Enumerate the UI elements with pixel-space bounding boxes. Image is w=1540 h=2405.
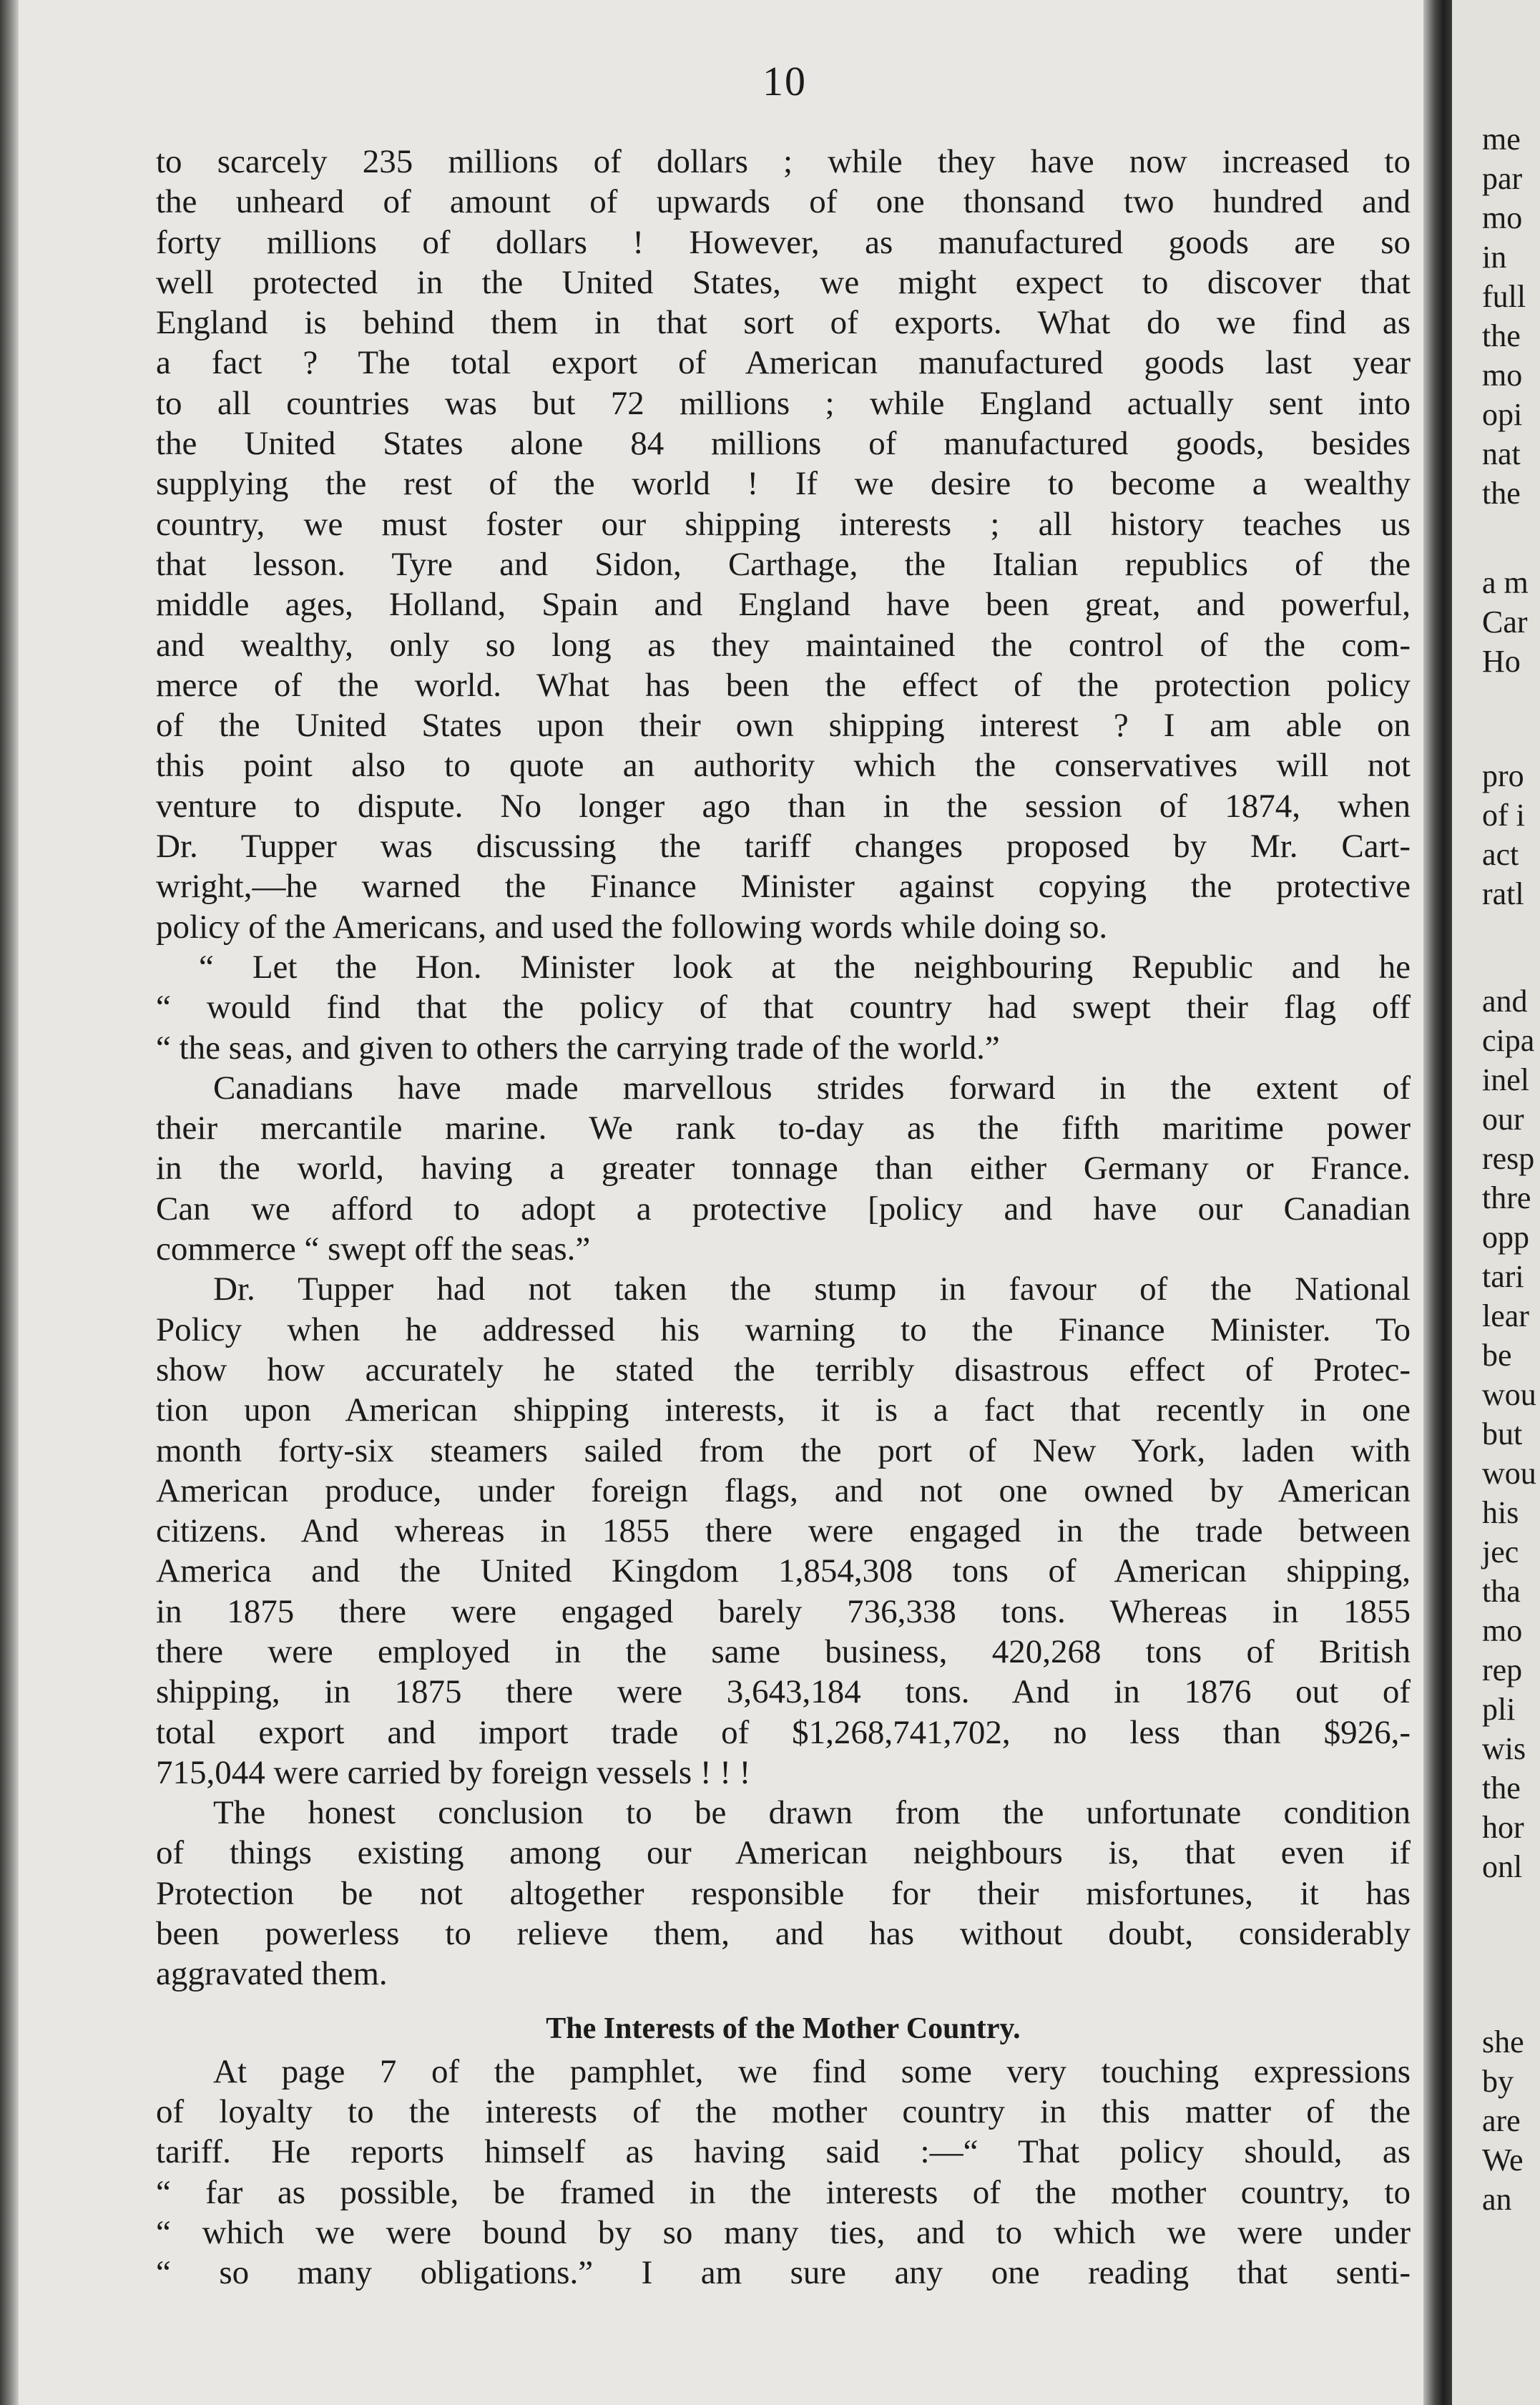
text-line: 715,044 were carried by foreign vessels ! ! ! [156, 1753, 751, 1791]
section-heading: The Interests of the Mother Country. [546, 2012, 1021, 2045]
fragment-text: me [1482, 122, 1521, 157]
fragment-text: jec [1482, 1534, 1519, 1569]
text-line: there were employed in the same business, 420,268 tons of British [156, 1632, 1411, 1670]
text-line: been powerless to relieve them, and has without doubt, considerably [156, 1915, 1411, 1953]
fragment-text: wis [1482, 1731, 1526, 1766]
text-line: America and the United Kingdom 1,854,308 tons of American shipping, [156, 1552, 1411, 1590]
text-line: to all countries was but 72 millions ; while England actually sent into [156, 384, 1411, 422]
fragment-text: opp [1482, 1220, 1529, 1255]
text-line: month forty-six steamers sailed from the port of New York, laden with [156, 1431, 1411, 1469]
fragment-text: full [1482, 279, 1526, 314]
text-line: tariff. He reports himself as having said :—“ That policy should, as [156, 2133, 1411, 2171]
fragment-text: onl [1482, 1849, 1523, 1884]
fragment-text: the [1482, 476, 1521, 511]
text-line: to scarcely 235 millions of dollars ; while they have now increased to [156, 143, 1411, 180]
document-page [19, 0, 1423, 2405]
text-line: in the world, having a greater tonnage than either Germany or France. [156, 1150, 1411, 1187]
text-line: merce of the world. What has been the effect of the protection policy [156, 666, 1411, 704]
body-text [156, 142, 1411, 2293]
fragment-text: his [1482, 1495, 1519, 1530]
text-line: their mercantile marine. We rank to-day as the fifth maritime power [156, 1110, 1411, 1147]
text-line: American produce, under foreign flags, and not one owned by American [156, 1471, 1411, 1509]
text-line: that lesson. Tyre and Sidon, Carthage, the Italian republics of the [156, 545, 1411, 583]
fragment-text: act [1482, 837, 1519, 872]
text-line: “ far as possible, be framed in the interests of the mother country, to [156, 2173, 1411, 2211]
text-line: Can we afford to adopt a protective [policy and have our Canadian [156, 1190, 1411, 1228]
text-line: the United States alone 84 millions of manufactured goods, besides [156, 425, 1411, 463]
fragment-text: resp [1482, 1141, 1535, 1176]
text-line: a fact ? The total export of American manufactured goods last year [156, 344, 1411, 382]
text-line: of loyalty to the interests of the mother country in this matter of the [156, 2092, 1411, 2130]
text-line: forty millions of dollars ! However, as manufactured goods are so [156, 223, 1411, 261]
fragment-text: tha [1482, 1574, 1521, 1609]
fragment-text: in [1482, 240, 1507, 275]
text-line: the unheard of amount of upwards of one thonsand two hundred and [156, 183, 1411, 221]
fragment-text: the [1482, 1770, 1521, 1806]
fragment-text: nat [1482, 436, 1521, 471]
text-line: supplying the rest of the world ! If we desire to become a wealthy [156, 465, 1411, 503]
text-line: The honest conclusion to be drawn from the unfortunate condition [213, 1794, 1411, 1832]
text-line: middle ages, Holland, Spain and England have been great, and powerful, [156, 586, 1411, 624]
fragment-text: Car [1482, 604, 1528, 640]
fragment-text: mo [1482, 200, 1523, 235]
text-line: commerce “ swept off the seas.” [156, 1230, 591, 1268]
text-line: well protected in the United States, we might expect to discover that [156, 263, 1411, 301]
fragment-text: but [1482, 1416, 1523, 1451]
text-line: “ which we were bound by so many ties, and to which we were under [156, 2213, 1411, 2251]
text-line: aggravated them. [156, 1955, 388, 1993]
text-line: in 1875 there were engaged barely 736,338 tons. Whereas in 1855 [156, 1592, 1411, 1630]
fragment-text: thre [1482, 1180, 1531, 1215]
fragment-text: an [1482, 2182, 1512, 2217]
text-line: Canadians have made marvellous strides forward in the extent of [213, 1069, 1411, 1107]
text-line: and wealthy, only so long as they maintained the control of the com- [156, 626, 1411, 664]
fragment-text: wou [1482, 1377, 1536, 1412]
fragment-text: lear [1482, 1298, 1529, 1333]
quote-line: “ the seas, and given to others the carrying trade of the world.” [156, 1029, 1000, 1067]
text-line: venture to dispute. No longer ago than in the session of 1874, when [156, 787, 1411, 825]
book-spine [1423, 0, 1452, 2405]
fragment-text: by [1482, 2064, 1514, 2099]
text-line: total export and import trade of $1,268,741,702, no less than $926,- [156, 1713, 1411, 1751]
text-line: country, we must foster our shipping interests ; all history teaches us [156, 505, 1411, 543]
fragment-text: our [1482, 1102, 1524, 1137]
fragment-text: and [1482, 984, 1528, 1019]
text-line: of the United States upon their own shipping interest ? I am able on [156, 707, 1411, 745]
fragment-text: inel [1482, 1062, 1529, 1097]
text-line: policy of the Americans, and used the following words while doing so. [156, 908, 1108, 946]
text-line: Dr. Tupper was discussing the tariff changes proposed by Mr. Cart- [156, 828, 1411, 866]
fragment-text: Ho [1482, 644, 1521, 679]
text-line: England is behind them in that sort of exports. What do we find as [156, 304, 1411, 342]
text-line: wright,—he warned the Finance Minister against copying the protective [156, 868, 1411, 906]
adjacent-page-fragment [1452, 0, 1540, 2405]
fragment-text: be [1482, 1338, 1512, 1373]
fragment-text: the [1482, 318, 1521, 353]
text-line: citizens. And whereas in 1855 there were engaged in the trade between [156, 1512, 1411, 1550]
fragment-text: are [1482, 2103, 1521, 2138]
fragment-text: pli [1482, 1692, 1516, 1727]
fragment-text: of i [1482, 798, 1525, 833]
text-line: Dr. Tupper had not taken the stump in favour of the National [213, 1270, 1411, 1308]
fragment-text: hor [1482, 1810, 1524, 1845]
fragment-text: rep [1482, 1652, 1523, 1688]
text-line: shipping, in 1875 there were 3,643,184 tons. And in 1876 out of [156, 1673, 1411, 1711]
quote-line: “ would find that the policy of that country had swept their flag off [156, 989, 1411, 1027]
text-line: this point also to quote an authority which the conservatives will not [156, 747, 1411, 785]
page-number: 10 [762, 58, 807, 104]
text-line: At page 7 of the pamphlet, we find some very touching expressions [213, 2052, 1411, 2090]
fragment-text: mo [1482, 1613, 1523, 1648]
text-line: of things existing among our American neighbours is, that even if [156, 1834, 1411, 1872]
fragment-text: ratl [1482, 876, 1524, 911]
text-line: Protection be not altogether responsible for their misfortunes, it has [156, 1874, 1411, 1912]
text-line: “ so many obligations.” I am sure any one reading that senti- [156, 2254, 1411, 2292]
text-line: tion upon American shipping interests, it is a fact that recently in one [156, 1391, 1411, 1429]
fragment-text: wou [1482, 1456, 1536, 1491]
fragment-text: a m [1482, 565, 1529, 600]
text-line: Policy when he addressed his warning to the Finance Minister. To [156, 1311, 1411, 1348]
fragment-text: We [1482, 2142, 1524, 2178]
fragment-text: cipa [1482, 1023, 1535, 1058]
fragment-text: opi [1482, 397, 1523, 432]
quote-line: “ Let the Hon. Minister look at the neighbouring Republic and he [199, 948, 1411, 986]
fragment-text: she [1482, 2024, 1524, 2059]
fragment-text: tari [1482, 1259, 1524, 1294]
left-page-edge [0, 0, 19, 2405]
fragment-text: pro [1482, 758, 1524, 793]
fragment-text: par [1482, 161, 1523, 196]
text-line: show how accurately he stated the terribly disastrous effect of Protec- [156, 1351, 1411, 1388]
fragment-text: mo [1482, 358, 1523, 393]
